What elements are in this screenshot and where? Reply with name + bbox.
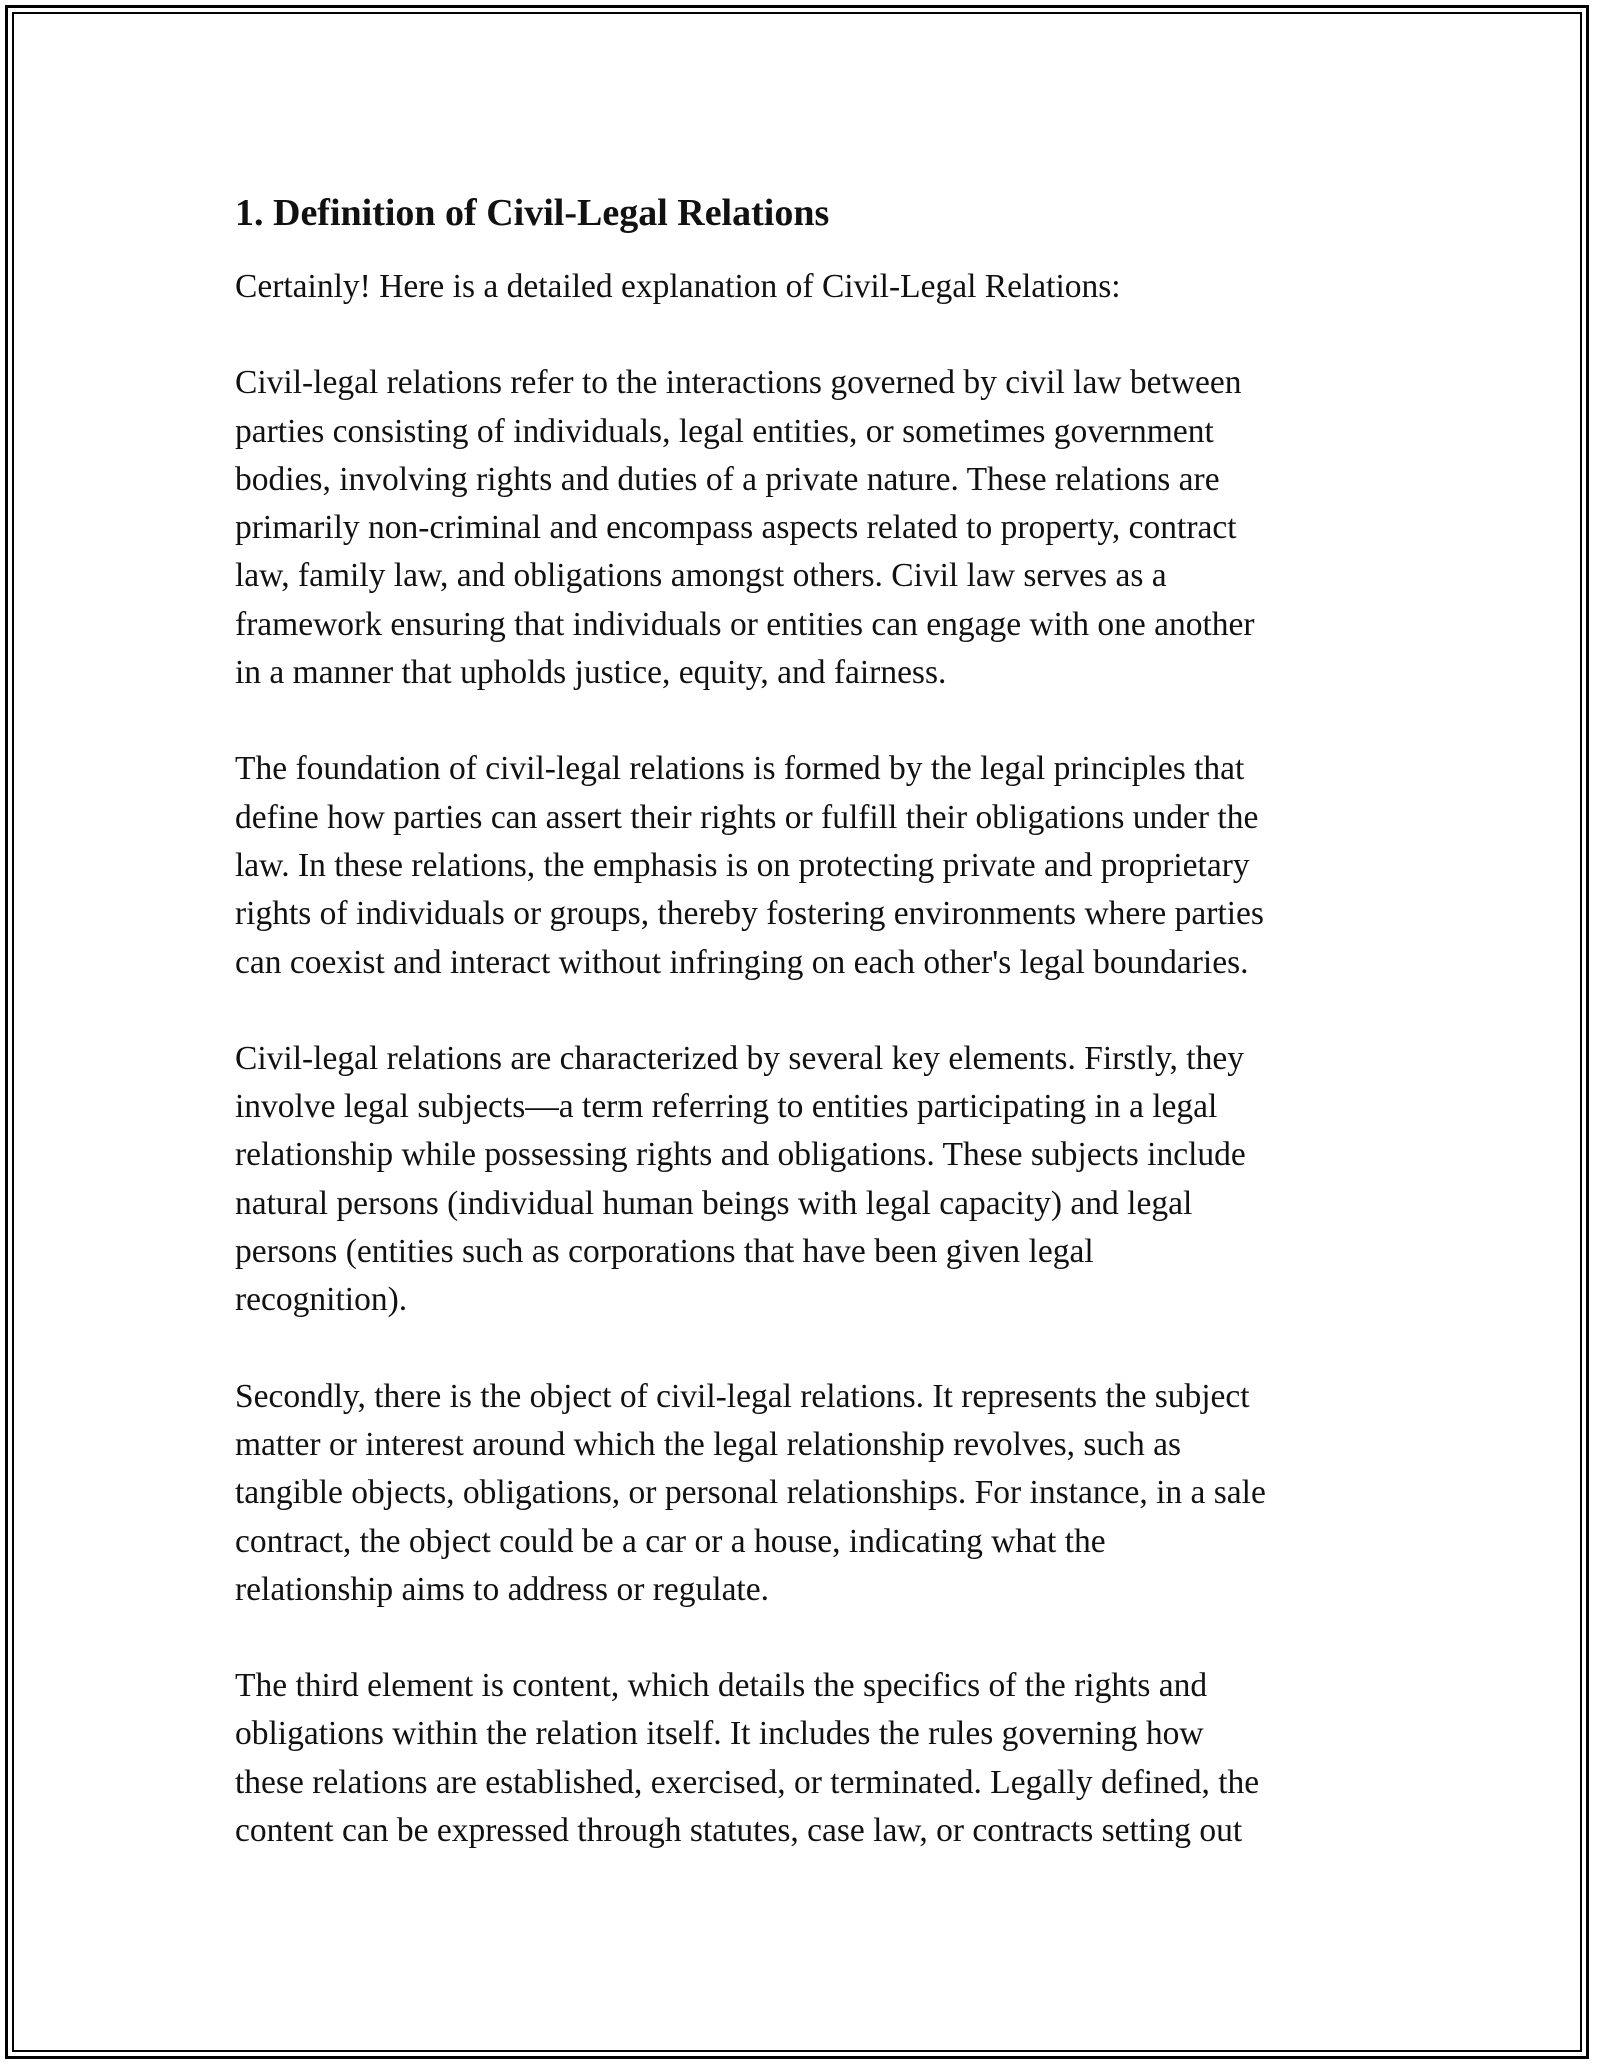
paragraph-object: Secondly, there is the object of civil-legal relations. It represents the subject matter or interest around which the legal relationship revolves, such as tangible objects, obligations, or personal relationships. For instance, in a sale contract, the object could be a car or a house, indicating what the relationship aims to address or regulate. [235, 1377, 1266, 1608]
paragraph-legal-subjects: Civil-legal relations are characterized by several key elements. Firstly, they involve legal subjects—a term referring to entities participating in a legal relationship while possessing rights and obligations. These subjects include natural persons (individual human beings with legal capacity) and legal persons (entities such as corporations that have been given legal recognition). [235, 1039, 1246, 1319]
paragraph-foundation: The foundation of civil-legal relations is formed by the legal principles that define how parties can assert their rights or fulfill their obligations under the law. In these relations, the emphasis is on protecting private and proprietary rights of individuals or groups, thereby fostering environments where parties can coexist and interact without infringing on each other's legal boundaries. [235, 750, 1264, 981]
paragraph-definition: Civil-legal relations refer to the interactions governed by civil law between parties consisting of individuals, legal entities, or sometimes government bodies, involving rights and duties of a private nature. These relations are primarily non-criminal and encompass aspects related to property, contract law, family law, and obligations amongst others. Civil law serves as a framework ensuring that individuals or entities can engage with one another in a manner that upholds justice, equity, and fairness. [235, 364, 1255, 692]
intro-paragraph: Certainly! Here is a detailed explanation of Civil-Legal Relations: [235, 268, 1121, 305]
paragraph-content: The third element is content, which details the specifics of the rights and obligations within the relation itself. It includes the rules governing how these relations are established, exercised, or terminated. Legally defined, the content can be expressed through statutes, case law, or contracts setting out [235, 1667, 1260, 1850]
document-body [235, 185, 1385, 1903]
section-heading: 1. Definition of Civil-Legal Relations [235, 192, 830, 234]
